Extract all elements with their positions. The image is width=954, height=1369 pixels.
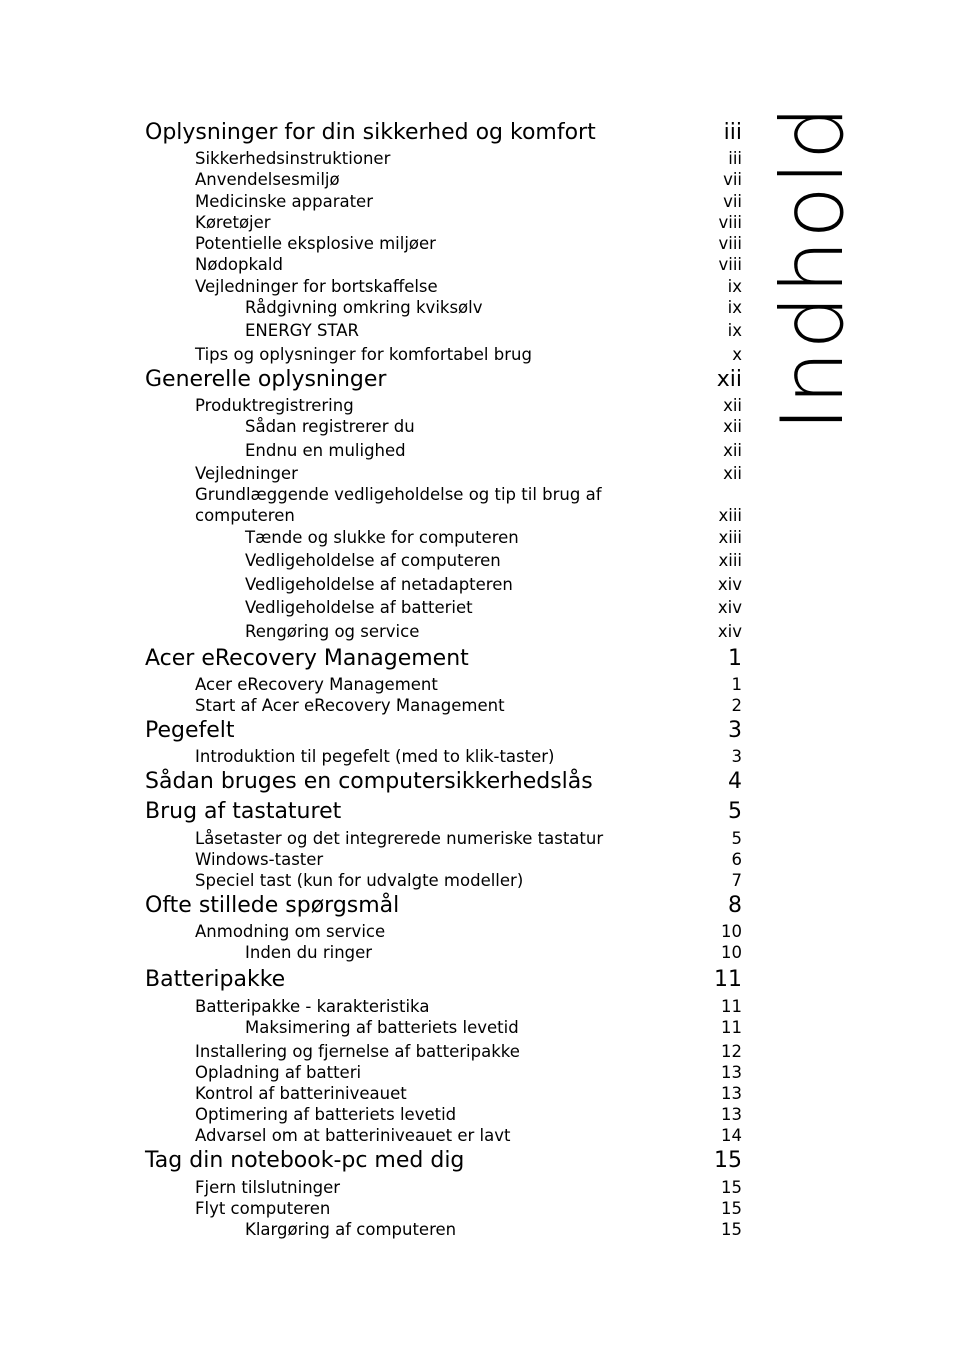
- toc-entry-title: Anmodning om service: [195, 922, 386, 941]
- toc-entry-title: Tag din notebook-pc med dig: [145, 1148, 465, 1173]
- toc-entry-page: ix: [727, 277, 742, 296]
- toc-entry-page: 12: [721, 1042, 742, 1061]
- toc-entry-page: vii: [723, 192, 742, 211]
- toc-entry-title: Sikkerhedsinstruktioner: [195, 149, 391, 168]
- toc-entry-page: 3: [731, 747, 742, 766]
- toc-entry-title: Oplysninger for din sikkerhed og komfort: [145, 120, 596, 145]
- toc-entry-title: Potentielle eksplosive miljøer: [195, 234, 436, 253]
- page-heading-text: Indhold: [763, 104, 863, 432]
- toc-entry-page: xiii: [718, 528, 742, 547]
- toc-entry-page: 15: [721, 1199, 742, 1218]
- toc-entry-page: viii: [718, 255, 742, 274]
- toc-entry-page: 14: [721, 1126, 742, 1145]
- toc-entry-title: Start af Acer eRecovery Management: [195, 696, 505, 715]
- toc-entry-page: 13: [721, 1084, 742, 1103]
- toc-entry-title: Acer eRecovery Management: [145, 646, 469, 671]
- toc-entry-title: Brug af tastaturet: [145, 799, 342, 824]
- toc-entry-page: iii: [723, 120, 742, 145]
- toc-entry-title: Batteripakke: [145, 967, 286, 992]
- toc-entry-title: Optimering af batteriets levetid: [195, 1105, 457, 1124]
- toc-entry-title: Vedligeholdelse af batteriet: [245, 598, 473, 617]
- toc-entry-page: 11: [721, 1018, 742, 1037]
- toc-entry-page: xiii: [718, 551, 742, 570]
- toc-entry-page: 13: [721, 1063, 742, 1082]
- toc-entry-page: iii: [728, 149, 742, 168]
- toc-entry-page: 3: [728, 718, 742, 743]
- toc-entry-page: viii: [718, 213, 742, 232]
- toc-entry-title: Rengøring og service: [245, 622, 420, 641]
- toc-entry-page: ix: [727, 321, 742, 340]
- toc-entry-title: Sådan registrerer du: [245, 417, 415, 436]
- toc-entry-page: 1: [731, 675, 742, 694]
- toc-entry-page: 7: [731, 871, 742, 890]
- toc-entry-title: Sådan bruges en computersikkerhedslås: [145, 769, 593, 794]
- toc-entry-title: Batteripakke - karakteristika: [195, 997, 430, 1016]
- toc-entry-title: Pegefelt: [145, 718, 235, 743]
- toc-entry-page: 8: [728, 893, 742, 918]
- toc-entry-title: Advarsel om at batteriniveauet er lavt: [195, 1126, 511, 1145]
- toc-entry-title: Maksimering af batteriets levetid: [245, 1018, 519, 1037]
- toc-entry-title: Windows-taster: [195, 850, 324, 869]
- toc-entry-page: 15: [721, 1178, 742, 1197]
- toc-entry-page: xii: [723, 464, 742, 483]
- toc-entry-title: Rådgivning omkring kviksølv: [245, 298, 483, 317]
- toc-entry-page: xiii: [718, 506, 742, 525]
- toc-entry-page: 5: [728, 799, 742, 824]
- toc-entry-title: Inden du ringer: [245, 943, 373, 962]
- toc-entry-page: 5: [731, 829, 742, 848]
- toc-entry-title: ENERGY STAR: [245, 321, 359, 340]
- toc-entry-title: Medicinske apparater: [195, 192, 373, 211]
- toc-entry-title: Flyt computeren: [195, 1199, 331, 1218]
- toc-entry-title: Opladning af batteri: [195, 1063, 362, 1082]
- toc-entry-page: ix: [727, 298, 742, 317]
- toc-entry-page: 11: [714, 967, 742, 992]
- toc-entry-page: 10: [721, 943, 742, 962]
- toc-entry-title: Tænde og slukke for computeren: [245, 528, 519, 547]
- toc-entry-title: Introduktion til pegefelt (med to klik-taster): [195, 747, 555, 766]
- toc-entry-title: Produktregistrering: [195, 396, 354, 415]
- toc-entry-page: 11: [721, 997, 742, 1016]
- toc-entry-title: Køretøjer: [195, 213, 271, 232]
- toc-entry-title: Fjern tilslutninger: [195, 1178, 341, 1197]
- toc-entry-title: Vedligeholdelse af computeren: [245, 551, 501, 570]
- toc-entry-title: Vejledninger for bortskaffelse: [195, 277, 438, 296]
- toc-entry-title: Vejledninger: [195, 464, 298, 483]
- toc-entry-page: 15: [714, 1148, 742, 1173]
- toc-entry-page: 6: [731, 850, 742, 869]
- toc-entry-page: 10: [721, 922, 742, 941]
- toc-entry-page: xii: [723, 396, 742, 415]
- toc-entry-page: xiv: [717, 622, 742, 641]
- toc-entry-title: Grundlæggende vedligeholdelse og tip til brug af: [195, 485, 602, 504]
- toc-entry-title: Ofte stillede spørgsmål: [145, 893, 400, 918]
- toc-entry-title: Klargøring af computeren: [245, 1220, 457, 1239]
- toc-entry-page: 13: [721, 1105, 742, 1124]
- toc-entry-title: Installering og fjernelse af batteripakke: [195, 1042, 520, 1061]
- toc-entry-page: xii: [723, 417, 742, 436]
- toc-entry-page: xiv: [717, 598, 742, 617]
- toc-entry-title: computeren: [195, 506, 295, 525]
- toc-entry-page: x: [732, 345, 742, 364]
- toc-entry-title: Generelle oplysninger: [145, 367, 387, 392]
- toc-entry-page: xii: [723, 441, 742, 460]
- toc-entry-page: 1: [728, 646, 742, 671]
- toc-entry-title: Speciel tast (kun for udvalgte modeller): [195, 871, 524, 890]
- toc-entry-title: Nødopkald: [195, 255, 283, 274]
- toc-entry-title: Acer eRecovery Management: [195, 675, 438, 694]
- toc-entry-page: vii: [723, 170, 742, 189]
- toc-entry-page: 2: [731, 696, 742, 715]
- toc-entry-title: Låsetaster og det integrerede numeriske tastatur: [195, 829, 604, 848]
- toc-entry-page: 15: [721, 1220, 742, 1239]
- toc-entry-title: Endnu en mulighed: [245, 441, 406, 460]
- toc-entry-title: Anvendelsesmiljø: [195, 170, 340, 189]
- toc-entry-title: Tips og oplysninger for komfortabel brug: [195, 345, 532, 364]
- toc-entry-page: 4: [728, 769, 742, 794]
- toc-entry-page: viii: [718, 234, 742, 253]
- toc-entry-page: xii: [716, 367, 742, 392]
- toc-entry-title: Kontrol af batteriniveauet: [195, 1084, 407, 1103]
- toc-entry-page: xiv: [717, 575, 742, 594]
- toc-entry-title: Vedligeholdelse af netadapteren: [245, 575, 513, 594]
